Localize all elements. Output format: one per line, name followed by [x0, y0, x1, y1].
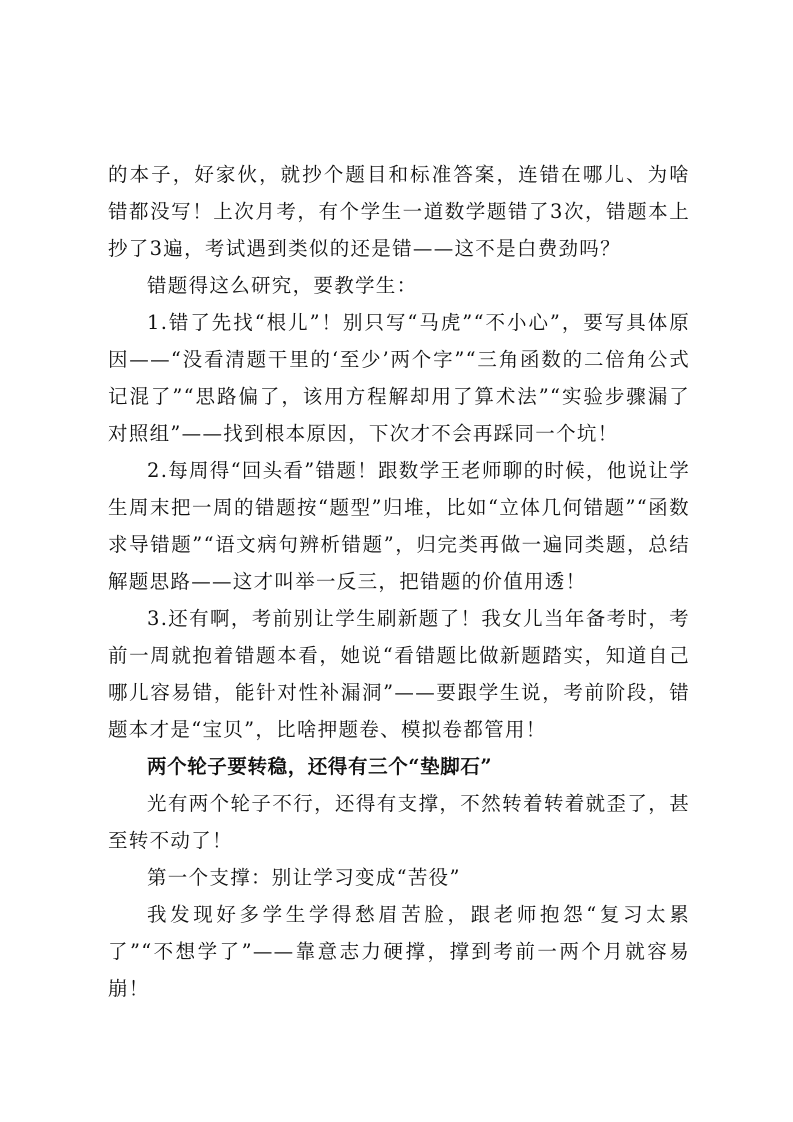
paragraph-point-2: 2.每周得“回头看”错题！跟数学王老师聊的时候，他说让学生周末把一周的错题按“题型”归堆，比如“立体几何错题”“函数求导错题”“语文病句辨析错题”，归完类再做一遍同类题，总结解题思路——这才叫举一反三，把错题的价值用透！ — [108, 459, 690, 593]
paragraph-observation: 我发现好多学生学得愁眉苦脸，跟老师抱怨“复习太累了”“不想学了”——靠意志力硬撑，撑到考前一两个月就容易崩！ — [108, 903, 690, 1000]
paragraph-point-1: 1.错了先找“根儿”！别只写“马虎”“不小心”，要写具体原因——“没看清题干里的‘至少’两个字”“三角函数的二倍角公式记混了”“思路偏了，该用方程解却用了算术法”“实验步骤漏了对照组”——找到根本原因，下次才不会再踩同一个坑！ — [108, 311, 690, 445]
paragraph-support-intro: 光有两个轮子不行，还得有支撑，不然转着转着就歪了，甚至转不动了！ — [108, 792, 690, 852]
section-heading: 两个轮子要转稳，还得有三个“垫脚石” — [147, 755, 493, 778]
document-page — [108, 156, 690, 1007]
paragraph-intro: 错题得这么研究，要教学生： — [147, 274, 418, 297]
paragraph-first-support: 第一个支撑：别让学习变成“苦役” — [147, 866, 461, 889]
paragraph-continuation: 的本子，好家伙，就抄个题目和标准答案，连错在哪儿、为啥错都没写！上次月考，有个学生一道数学题错了3次，错题本上抄了3遍，考试遇到类似的还是错——这不是白费劲吗？ — [108, 163, 690, 260]
paragraph-point-3: 3.还有啊，考前别让学生刷新题了！我女儿当年备考时，考前一周就抱着错题本看，她说“看错题比做新题踏实，知道自己哪儿容易错，能针对性补漏洞”——要跟学生说，考前阶段，错题本才是“宝贝”，比啥押题卷、模拟卷都管用！ — [108, 607, 690, 741]
